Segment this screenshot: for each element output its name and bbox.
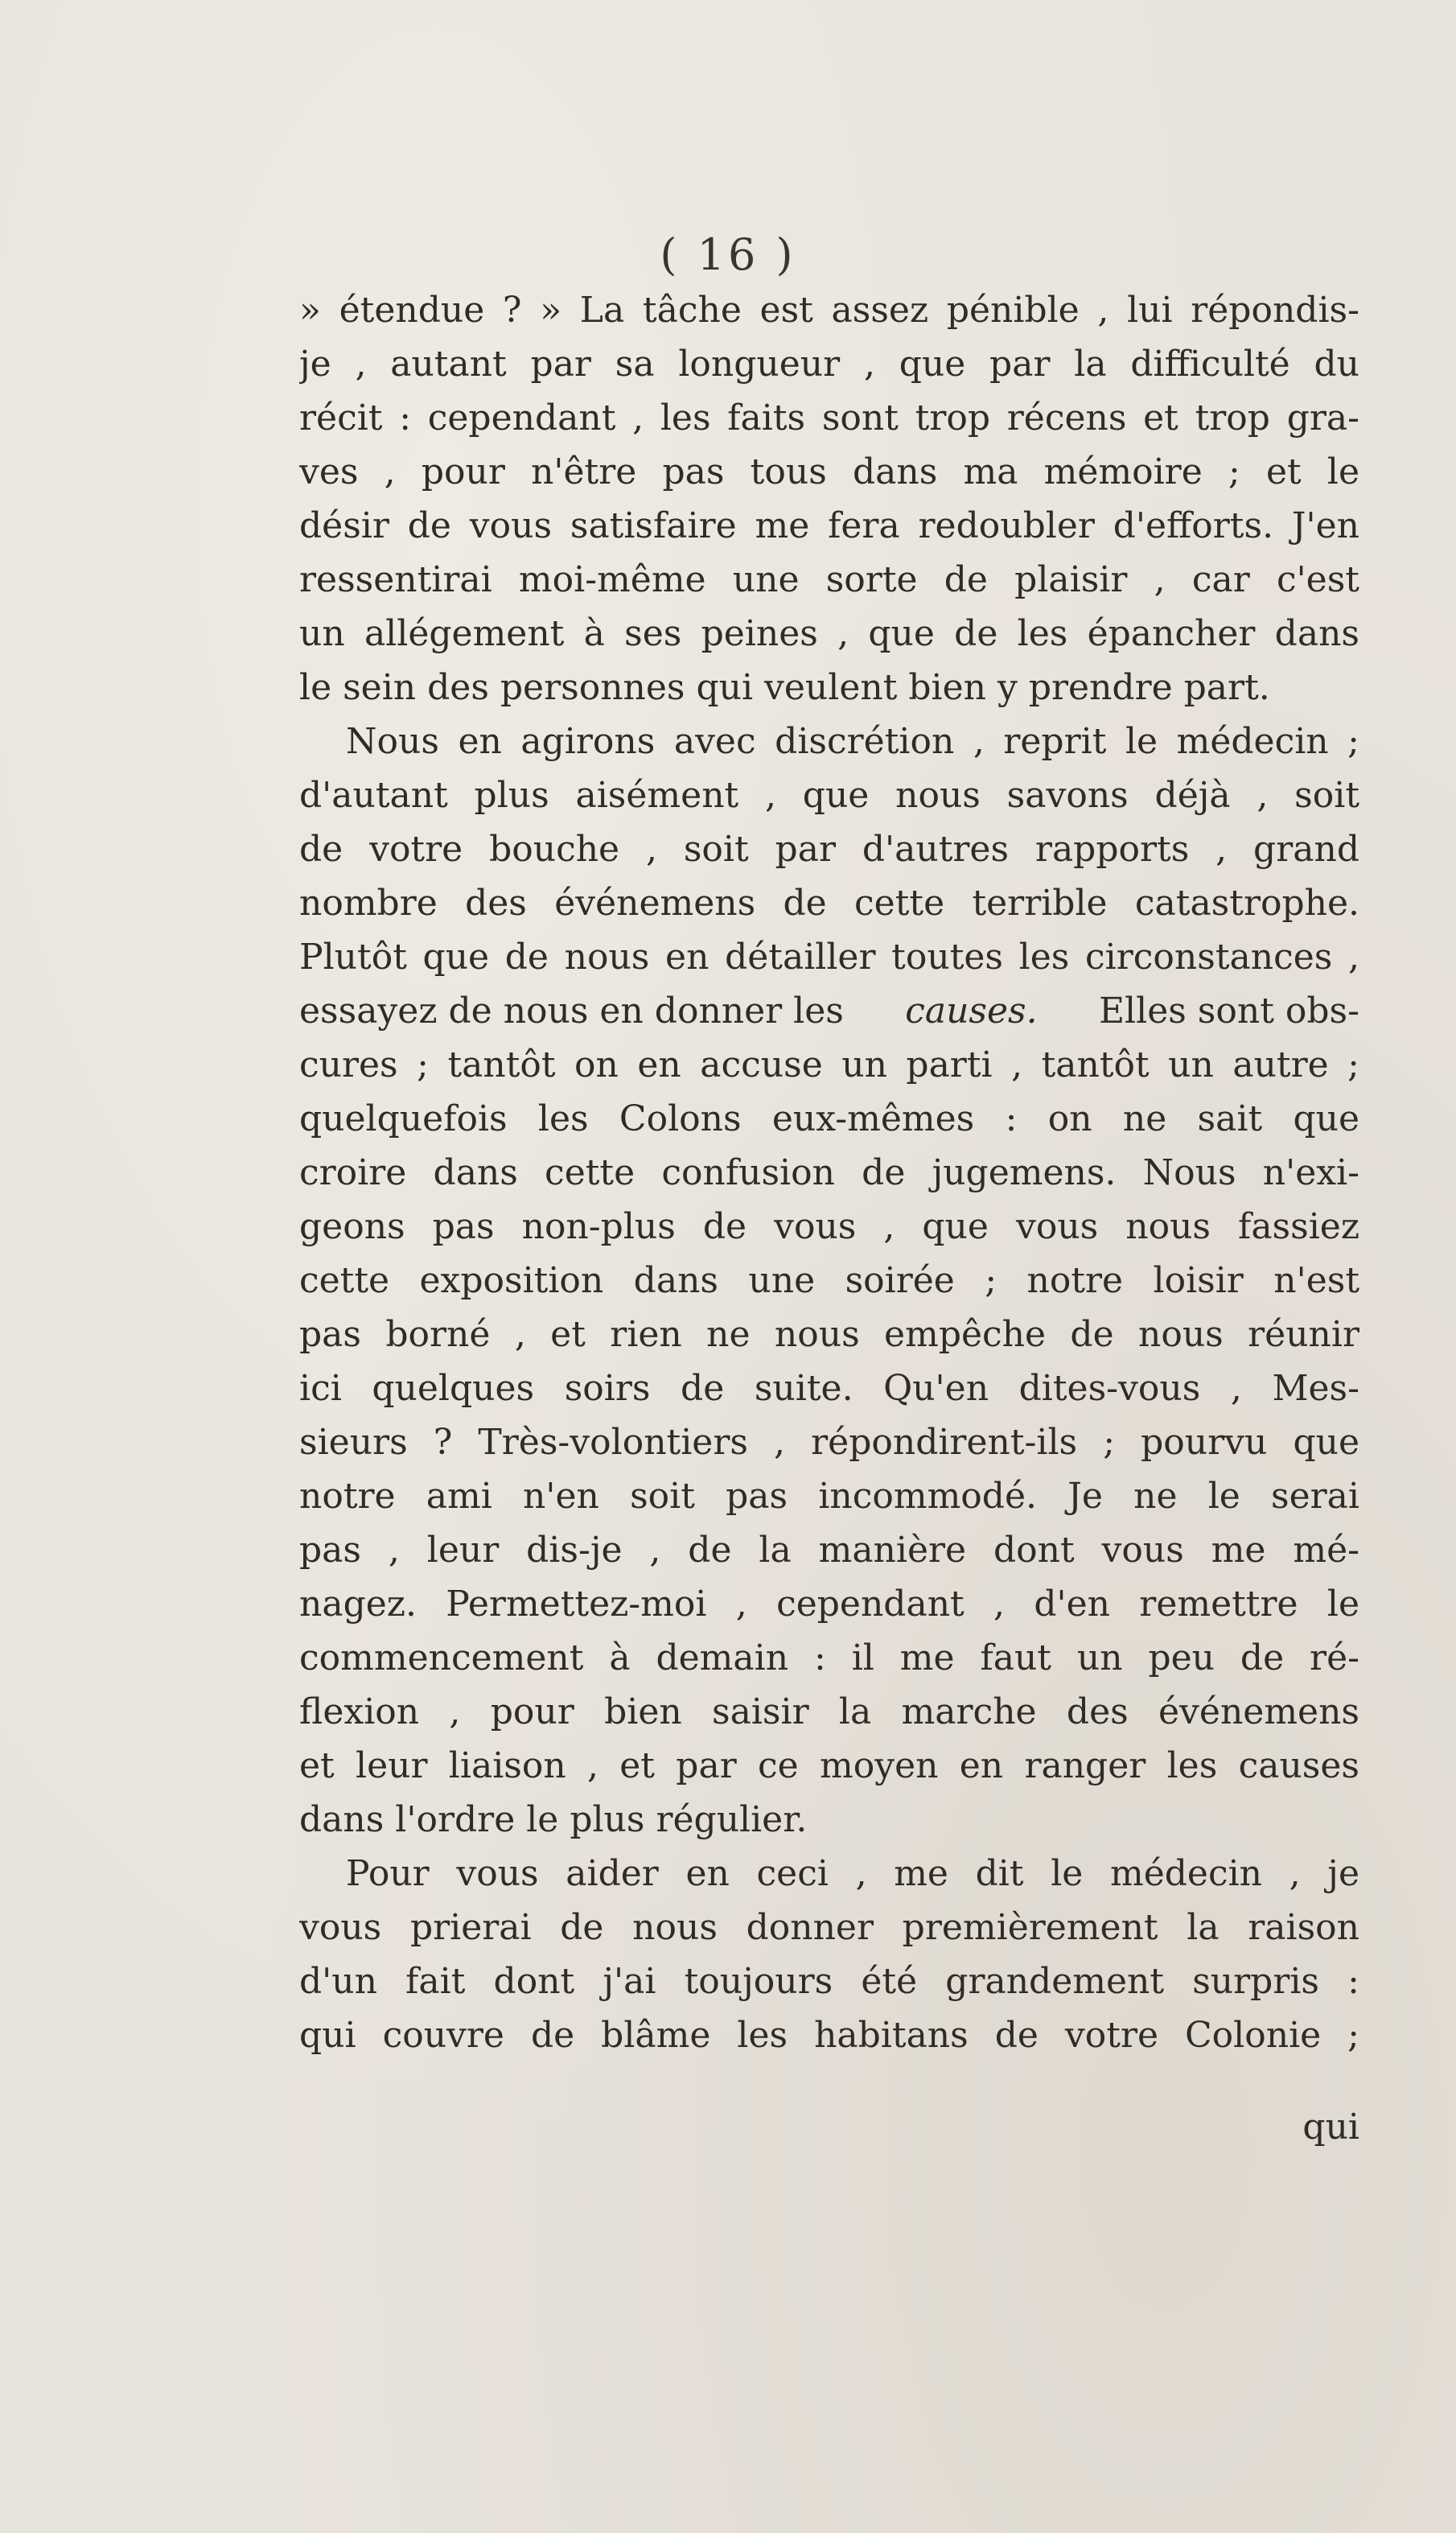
text-line: d'autant plus aisément , que nous savons déjà , soit — [299, 775, 1359, 816]
catchword: qui — [1302, 2107, 1359, 2148]
text-line: » étendue ? » La tâche est assez pénible , lui répondis- — [299, 290, 1359, 331]
text-line: de votre bouche , soit par d'autres rapports , grand — [299, 829, 1359, 870]
text-line: nombre des événemens de cette terrible catastrophe. — [299, 883, 1359, 924]
text-line: croire dans cette confusion de jugemens. Nous n'exi- — [299, 1152, 1359, 1193]
text-line: quelquefois les Colons eux-mêmes : on ne sait que — [299, 1098, 1359, 1139]
text-line: ressentirai moi-même une sorte de plaisir , car c'est — [299, 559, 1359, 600]
text-line: et leur liaison , et par ce moyen en ranger les causes — [299, 1745, 1359, 1786]
text-line: cures ; tantôt on en accuse un parti , tantôt un autre ; — [299, 1044, 1359, 1085]
text-line: notre ami n'en soit pas incommodé. Je ne le serai — [299, 1476, 1359, 1517]
text-line: vous prierai de nous donner premièrement la raison — [299, 1907, 1359, 1948]
text-segment: Elles sont obs- — [1098, 991, 1359, 1032]
italic-word: causes. — [905, 991, 1038, 1032]
text-line: le sein des personnes qui veulent bien y prendre part. — [299, 667, 1270, 708]
text-line: ici quelques soirs de suite. Qu'en dites-vous , Mes- — [299, 1368, 1359, 1409]
text-line: flexion , pour bien saisir la marche des événemens — [299, 1691, 1359, 1732]
text-line: pas , leur dis-je , de la manière dont vous me mé- — [299, 1530, 1359, 1571]
text-line: cette exposition dans une soirée ; notre loisir n'est — [299, 1260, 1359, 1301]
text-line: qui couvre de blâme les habitans de votre Colonie ; — [299, 2015, 1359, 2056]
text-line: dans l'ordre le plus régulier. — [299, 1799, 808, 1840]
body-text — [299, 283, 1359, 2062]
text-line: désir de vous satisfaire me fera redoubler d'efforts. J'en — [299, 505, 1359, 546]
text-line: nagez. Permettez-moi , cependant , d'en remettre le — [299, 1584, 1359, 1625]
text-line: commencement à demain : il me faut un peu de ré- — [299, 1637, 1359, 1678]
text-line — [299, 984, 1359, 1038]
text-line: Nous en agirons avec discrétion , reprit le médecin ; — [346, 721, 1359, 762]
text-line: Plutôt que de nous en détailler toutes les circonstances , — [299, 937, 1359, 978]
text-line: pas borné , et rien ne nous empêche de nous réunir — [299, 1314, 1359, 1355]
text-line: je , autant par sa longueur , que par la difficulté du — [299, 344, 1359, 385]
text-line: récit : cependant , les faits sont trop récens et trop gra- — [299, 397, 1359, 439]
page-number: ( 16 ) — [660, 229, 796, 280]
text-segment: essayez de nous en donner les — [299, 991, 844, 1032]
text-line: ves , pour n'être pas tous dans ma mémoire ; et le — [299, 451, 1359, 492]
text-line: Pour vous aider en ceci , me dit le médecin , je — [346, 1853, 1359, 1894]
text-line: d'un fait dont j'ai toujours été grandement surpris : — [299, 1961, 1359, 2002]
text-line: sieurs ? Très-volontiers , répondirent-ils ; pourvu que — [299, 1422, 1359, 1463]
text-line: geons pas non-plus de vous , que vous nous fassiez — [299, 1206, 1359, 1247]
text-line: un allégement à ses peines , que de les épancher dans — [299, 613, 1359, 654]
